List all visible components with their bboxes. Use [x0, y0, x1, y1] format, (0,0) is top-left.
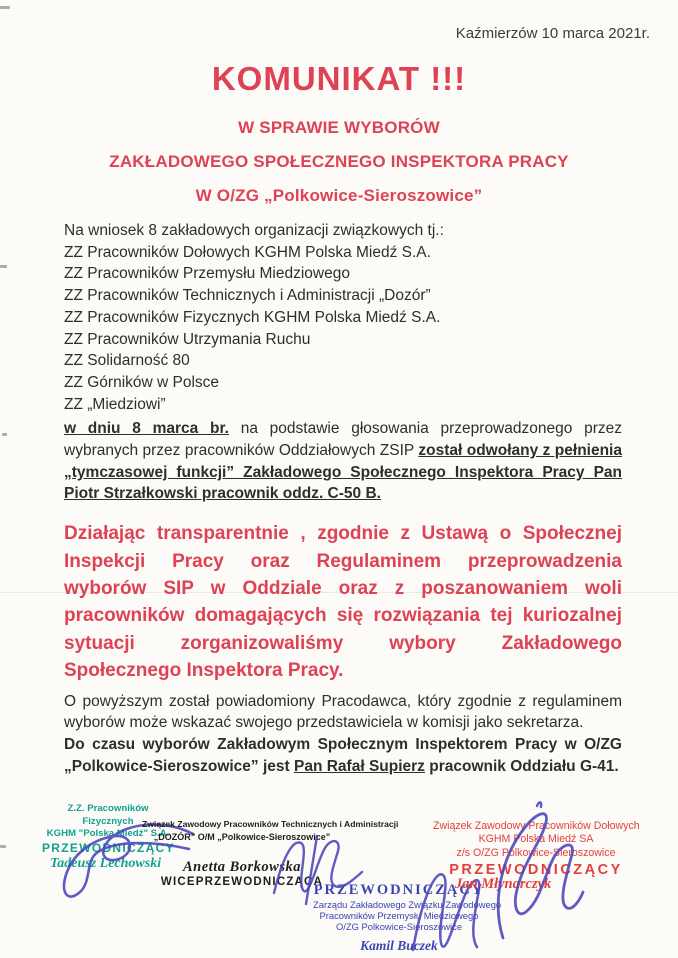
document-subtitle-1: W SPRAWIE WYBORÓW — [238, 118, 440, 137]
stamp-dolowych-org-line-3: z/s O/ZG Polkowice-Sieroszowice — [456, 846, 616, 859]
stamp-przemyslu-org-line-2: Pracowników Przemysłu Miedziowego — [319, 910, 479, 921]
stamp-dozor-org-line-2: „DOZÓR” O/M „Polkowice-Sieroszowice” — [153, 832, 331, 842]
stamp-dolowych-org-line-2: KGHM Polska Miedź SA — [478, 833, 594, 846]
stamp-przemyslu-role: PRZEWODNICZĄCY — [313, 882, 485, 898]
stamp-dozor-name: Anetta Borkowska — [183, 859, 301, 875]
stamp-dolowych-role: PRZEWODNICZĄCY — [449, 861, 623, 878]
stamp-dolowych-org-line-1: Związek Zawodowy Pracowników Dołowych — [433, 820, 640, 832]
union-list-item: ZZ Pracowników Dołowych KGHM Polska Miedź S.A. — [64, 243, 431, 261]
intro-lead: Na wniosek 8 zakładowych organizacji związkowych tj.: — [64, 222, 444, 239]
union-list-item: ZZ Pracowników Technicznych i Administracji „Dozór” — [64, 287, 431, 305]
scan-artifact-mark — [0, 6, 10, 9]
recall-regular-text: na podstawie głosowania przeprowadzonego przez wybranych przez pracowników Oddziałowych ZSIP — [64, 420, 622, 460]
recall-date-emphasis: w dniu 8 marca br. — [64, 420, 229, 438]
dateline: Kaźmierzów 10 marca 2021r. — [455, 25, 650, 42]
stamp-fizycznych-org-line-1: Z.Z. Pracowników Fizycznych — [67, 803, 149, 827]
document-body — [64, 220, 622, 777]
stamp-dozor-role: WICEPRZEWODNICZĄCA — [160, 876, 324, 888]
employer-notice-paragraph: O powyższym został powiadomiony Pracodawca, który zgodnie z regulaminem wyborów może wskazać swojego przedstawiciela w komisji jako sekretarza. — [64, 692, 622, 732]
union-list-item: ZZ Górników w Polsce — [64, 373, 220, 391]
stamp-przemyslu-name: Kamil Buczek — [360, 938, 438, 953]
stamp-fizycznych-org-line-2: KGHM "Polska Miedź" S.A. — [46, 828, 170, 839]
handwritten-signature-mlynarczyk — [466, 798, 594, 948]
red-statement-paragraph: Działając transparentnie , zgodnie z Ustawą o Społecznej Inspekcji Pracy oraz Regulaminem przeprowadzenia wyborów SIP w Oddziale oraz z poszanowaniem woli pracowników domagających się rozwiązania tej kuriozalnej sytuacji zorganizowaliśmy wybory Zakładowego Społecznego Inspektora Pracy. — [64, 523, 622, 682]
union-list-item: ZZ Pracowników Utrzymania Ruchu — [64, 330, 311, 348]
document-subtitle-2: ZAKŁADOWEGO SPOŁECZNEGO INSPEKTORA PRACY — [109, 152, 569, 171]
interim-tail-text: pracownik Oddziału G-41. — [424, 757, 619, 775]
stamp-fizycznych-name: Tadeusz Lechowski — [50, 856, 162, 871]
stamp-dozor-org-line-1: Związek Zawodowy Pracowników Technicznych i Administracji — [142, 819, 399, 829]
recall-paragraph — [64, 418, 622, 505]
union-list-item: ZZ Pracowników Fizycznych KGHM Polska Miedź S.A. — [64, 308, 441, 326]
interim-name-emphasis: Pan Rafał Supierz — [294, 757, 425, 775]
stamp-przemyslu-org-line-1: Zarządu Zakładowego Związku Zawodowego — [313, 899, 502, 910]
interim-inspector-paragraph — [64, 734, 622, 777]
document-subtitle-3: W O/ZG „Polkowice-Sieroszowice” — [195, 186, 483, 205]
scan-artifact-mark — [2, 433, 7, 436]
interim-lead-text: Do czasu wyborów Zakładowym Społecznym Inspektorem Pracy w O/ZG „Polkowice-Sieroszowice” jest — [64, 735, 622, 775]
union-list-item: ZZ Solidarność 80 — [64, 352, 190, 370]
scan-artifact-mark — [0, 265, 7, 268]
stamp-fizycznych-role: PRZEWODNICZĄCY — [42, 840, 175, 855]
scan-artifact-mark — [0, 845, 6, 848]
document-title: KOMUNIKAT !!! — [211, 60, 467, 97]
stamp-przemyslu-org-line-3: O/ZG Polkowice-Sieroszowice — [335, 921, 463, 932]
stamp-dolowych-name: Jan Młynarczyk — [455, 876, 552, 892]
union-list-item: ZZ „Miedziowi” — [64, 395, 166, 413]
recall-decision-emphasis: został odwołany z pełnienia „tymczasowej funkcji” Zakładowego Społecznego Inspektora Pracy Pan Piotr Strzałkowski pracownik oddz. C-50 B. — [64, 442, 622, 503]
union-list-item: ZZ Pracowników Przemysłu Miedziowego — [64, 265, 350, 283]
